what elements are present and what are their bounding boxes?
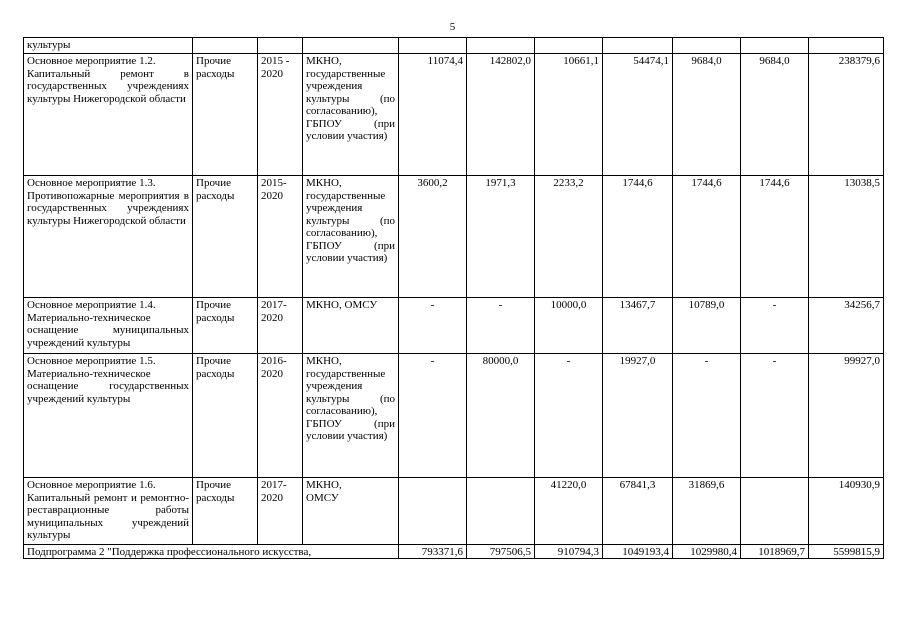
table-row-subprogram: [24, 545, 884, 559]
cell-value: 41220,0: [535, 478, 603, 545]
cell-value: 10661,1: [535, 54, 603, 176]
cell-value: 797506,5: [467, 545, 535, 559]
cell-total: 238379,6: [809, 54, 884, 176]
cell-executor: МКНО, государственные учреждения культуры (по согласованию), ГБПОУ (при условии участия): [306, 55, 395, 142]
cell-executor: МКНО, ОМСУ: [306, 479, 342, 504]
cell-value: 67841,3: [603, 478, 673, 545]
cell-value: 54474,1: [603, 54, 673, 176]
table-row: [24, 176, 884, 298]
cell-value: 10000,0: [535, 298, 603, 354]
cell-total: 34256,7: [809, 298, 884, 354]
cell-period: 2015 - 2020: [261, 55, 290, 80]
page-number: 5: [449, 21, 456, 33]
cell-total: 140930,9: [809, 478, 884, 545]
cell-total: 5599815,9: [809, 545, 884, 559]
cell-name-continued: культуры: [24, 38, 193, 54]
cell-value: 1049193,4: [603, 545, 673, 559]
table-row: [24, 354, 884, 478]
cell-value: 2233,2: [535, 176, 603, 298]
cell-value: 9684,0: [673, 54, 741, 176]
cell-value: 3600,2: [399, 176, 467, 298]
cell-value: [741, 478, 809, 545]
cell-executor: МКНО, ОМСУ: [306, 299, 378, 311]
cell-name: Основное мероприятие 1.2. Капитальный ремонт в государственных учреждениях культуры Нижегородской области: [27, 55, 189, 105]
cell-type: Прочие расходы: [196, 177, 235, 202]
cell-value: 1971,3: [467, 176, 535, 298]
cell-value: -: [535, 354, 603, 478]
cell-value: -: [399, 354, 467, 478]
cell-name: Основное мероприятие 1.4. Материально-техническое оснащение муниципальных учреждений культуры: [27, 299, 189, 349]
cell-value: 11074,4: [399, 54, 467, 176]
cell-value: -: [741, 298, 809, 354]
cell-value: 1018969,7: [741, 545, 809, 559]
cell-name: Основное мероприятие 1.3. Противопожарные мероприятия в государственных учреждениях культуры Нижегородской области: [27, 177, 189, 227]
cell-value: 1744,6: [603, 176, 673, 298]
cell-value: -: [467, 298, 535, 354]
cell-value: 10789,0: [673, 298, 741, 354]
cell-name: Основное мероприятие 1.6. Капитальный ремонт и ремонтно-реставрационные работы муниципальных учреждений культуры: [27, 479, 189, 541]
cell-executor: МКНО, государственные учреждения культуры (по согласованию), ГБПОУ (при условии участия): [306, 355, 395, 442]
cell-value: 142802,0: [467, 54, 535, 176]
cell-value: 1029980,4: [673, 545, 741, 559]
cell-value: 19927,0: [603, 354, 673, 478]
cell-total: 13038,5: [809, 176, 884, 298]
cell-executor: МКНО, государственные учреждения культуры (по согласованию), ГБПОУ (при условии участия): [306, 177, 395, 264]
cell-period: 2016- 2020: [261, 355, 287, 380]
cell-value: [467, 478, 535, 545]
cell-subprogram-name: Подпрограмма 2 "Поддержка профессионального искусства,: [24, 545, 399, 559]
cell-type: Прочие расходы: [196, 55, 235, 80]
cell-type: Прочие расходы: [196, 299, 235, 324]
cell-value: 9684,0: [741, 54, 809, 176]
cell-value: [399, 478, 467, 545]
cell-name: Основное мероприятие 1.5. Материально-техническое оснащение государственных учреждений культуры: [27, 355, 189, 405]
cell-value: 13467,7: [603, 298, 673, 354]
cell-period: 2017- 2020: [261, 299, 287, 324]
budget-table: [23, 37, 884, 559]
cell-total: 99927,0: [809, 354, 884, 478]
cell-value: 1744,6: [673, 176, 741, 298]
cell-type: Прочие расходы: [196, 355, 235, 380]
table-row: [24, 298, 884, 354]
cell-value: -: [399, 298, 467, 354]
cell-period: 2015- 2020: [261, 177, 287, 202]
table-row: [24, 478, 884, 545]
cell-value: 31869,6: [673, 478, 741, 545]
table-row-continued: [24, 38, 884, 54]
table-row: [24, 54, 884, 176]
cell-value: -: [741, 354, 809, 478]
cell-value: 910794,3: [535, 545, 603, 559]
cell-value: -: [673, 354, 741, 478]
cell-value: 80000,0: [467, 354, 535, 478]
cell-value: 1744,6: [741, 176, 809, 298]
cell-type: Прочие расходы: [196, 479, 235, 504]
cell-period: 2017- 2020: [261, 479, 287, 504]
cell-value: 793371,6: [399, 545, 467, 559]
